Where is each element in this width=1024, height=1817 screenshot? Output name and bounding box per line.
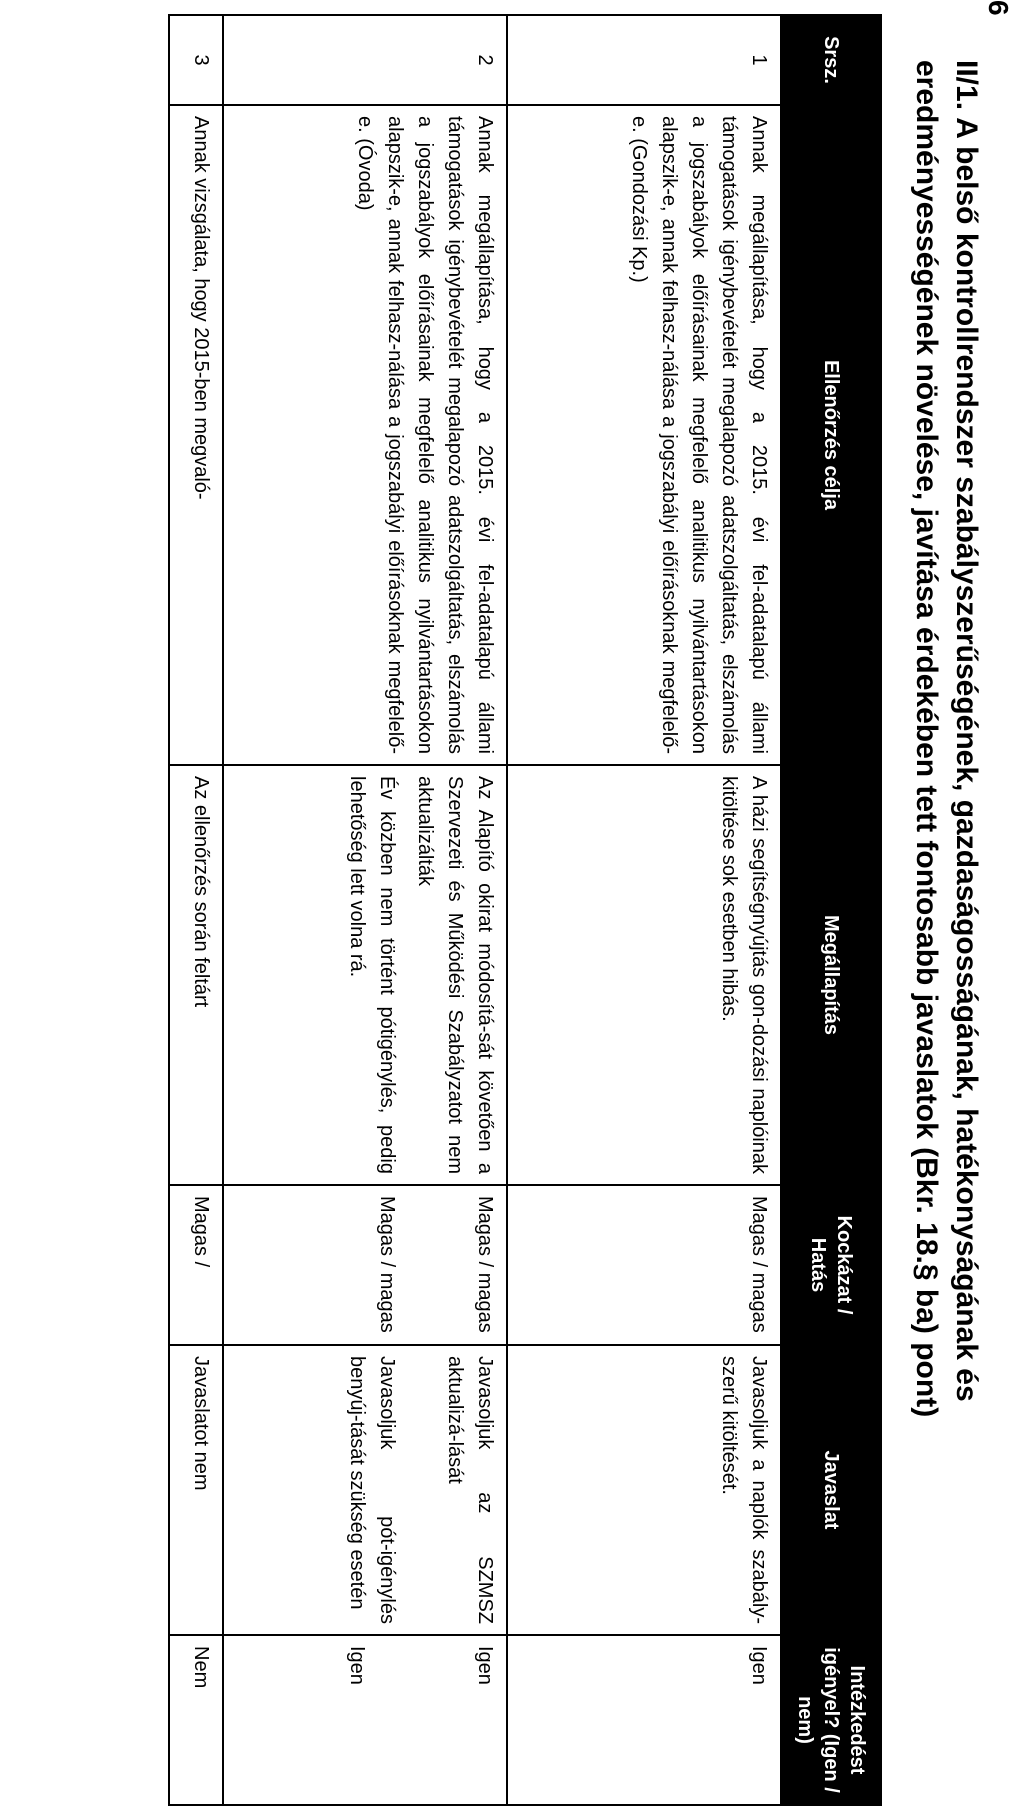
intezkedes-item: Igen bbox=[346, 1646, 368, 1685]
header-kockazat: Kockázat / Hatás bbox=[781, 1185, 881, 1345]
megallapitas-item: Év közben nem történt pótigénylés, pedig lehetőség lett volna rá. bbox=[346, 776, 398, 1174]
kockazat-item: Magas / magas bbox=[474, 1196, 496, 1333]
megallapitas-cell: Az ellenőrzés során feltárt bbox=[169, 765, 223, 1185]
kockazat-cell bbox=[223, 1185, 507, 1345]
intezkedes-cell bbox=[223, 1635, 507, 1805]
heading-line-2: eredményességének növelése, javítása érdekében tett fontosabb javaslatok (Bkr. 18.§ ba) pont) bbox=[910, 60, 943, 1418]
intezkedes-cell: Nem bbox=[169, 1635, 223, 1805]
javaslat-cell: Javasoljuk a naplók szabály-szerű kitöltését. bbox=[507, 1345, 781, 1635]
table-row bbox=[507, 15, 781, 1805]
kockazat-item: Magas / magas bbox=[376, 1196, 398, 1333]
row-number: 3 bbox=[169, 15, 223, 105]
recommendations-table bbox=[168, 14, 882, 1806]
row-number: 1 bbox=[507, 15, 781, 105]
table-header-row bbox=[781, 15, 881, 1805]
intezkedes-item: Igen bbox=[474, 1646, 496, 1685]
javaslat-cell: Javaslatot nem bbox=[169, 1345, 223, 1635]
cel-cell: Annak megállapítása, hogy a 2015. évi fel-adatalapú állami támogatások igénybevételét megalapozó adatszolgáltatás, elszámolás a jogszabályok előírásainak megfelelő analitikus nyilvántartásokon alapszik-e, annak felhasz-nálása a jogszabályi előírásoknak megfelelő-e. (Óvoda) bbox=[223, 105, 507, 765]
kockazat-cell: Magas / magas bbox=[507, 1185, 781, 1345]
megallapitas-cell bbox=[223, 765, 507, 1185]
row-number: 2 bbox=[223, 15, 507, 105]
section-heading bbox=[906, 60, 986, 1800]
table-row bbox=[223, 15, 507, 1805]
kockazat-cell: Magas / bbox=[169, 1185, 223, 1345]
javaslat-cell bbox=[223, 1345, 507, 1635]
megallapitas-cell: A házi segítségnyújtás gon-dozási naplóinak kitöltése sok esetben hibás. bbox=[507, 765, 781, 1185]
intezkedes-cell: Igen bbox=[507, 1635, 781, 1805]
header-intezkedes: Intézkedést igényel? (Igen / nem) bbox=[781, 1635, 881, 1805]
table-row bbox=[169, 15, 223, 1805]
header-cel: Ellenőrzés célja bbox=[781, 105, 881, 765]
page-number: 6 bbox=[983, 0, 1014, 16]
megallapitas-item: Az Alapító okirat módosítá-sát követően a Szervezeti és Működési Szabályzatot nem aktualizálták bbox=[414, 776, 496, 1174]
javaslat-item: Javasoljuk az SZMSZ aktualizá-lását bbox=[444, 1356, 496, 1624]
heading-line-1: II/1. A belső kontrollrendszer szabályszerűségének, gazdaságosságának, hatékonyságának és bbox=[950, 60, 983, 1402]
javaslat-item: Javasoljuk pót-igénylés benyúj-tását szükség esetén bbox=[346, 1356, 398, 1624]
header-megallapitas: Megállapítás bbox=[781, 765, 881, 1185]
header-javaslat: Javaslat bbox=[781, 1345, 881, 1635]
cel-cell: Annak megállapítása, hogy a 2015. évi fel-adatalapú állami támogatások igénybevételét megalapozó adatszolgáltatás, elszámolás a jogszabályok előírásainak megfelelő analitikus nyilvántartásokon alapszik-e, annak felhasz-nálása a jogszabályi előírásoknak megfelelő-e. (Gondozási Kp.) bbox=[507, 105, 781, 765]
header-srsz: Srsz. bbox=[781, 15, 881, 105]
cel-cell: Annak vizsgálata, hogy 2015-ben megvaló- bbox=[169, 105, 223, 765]
